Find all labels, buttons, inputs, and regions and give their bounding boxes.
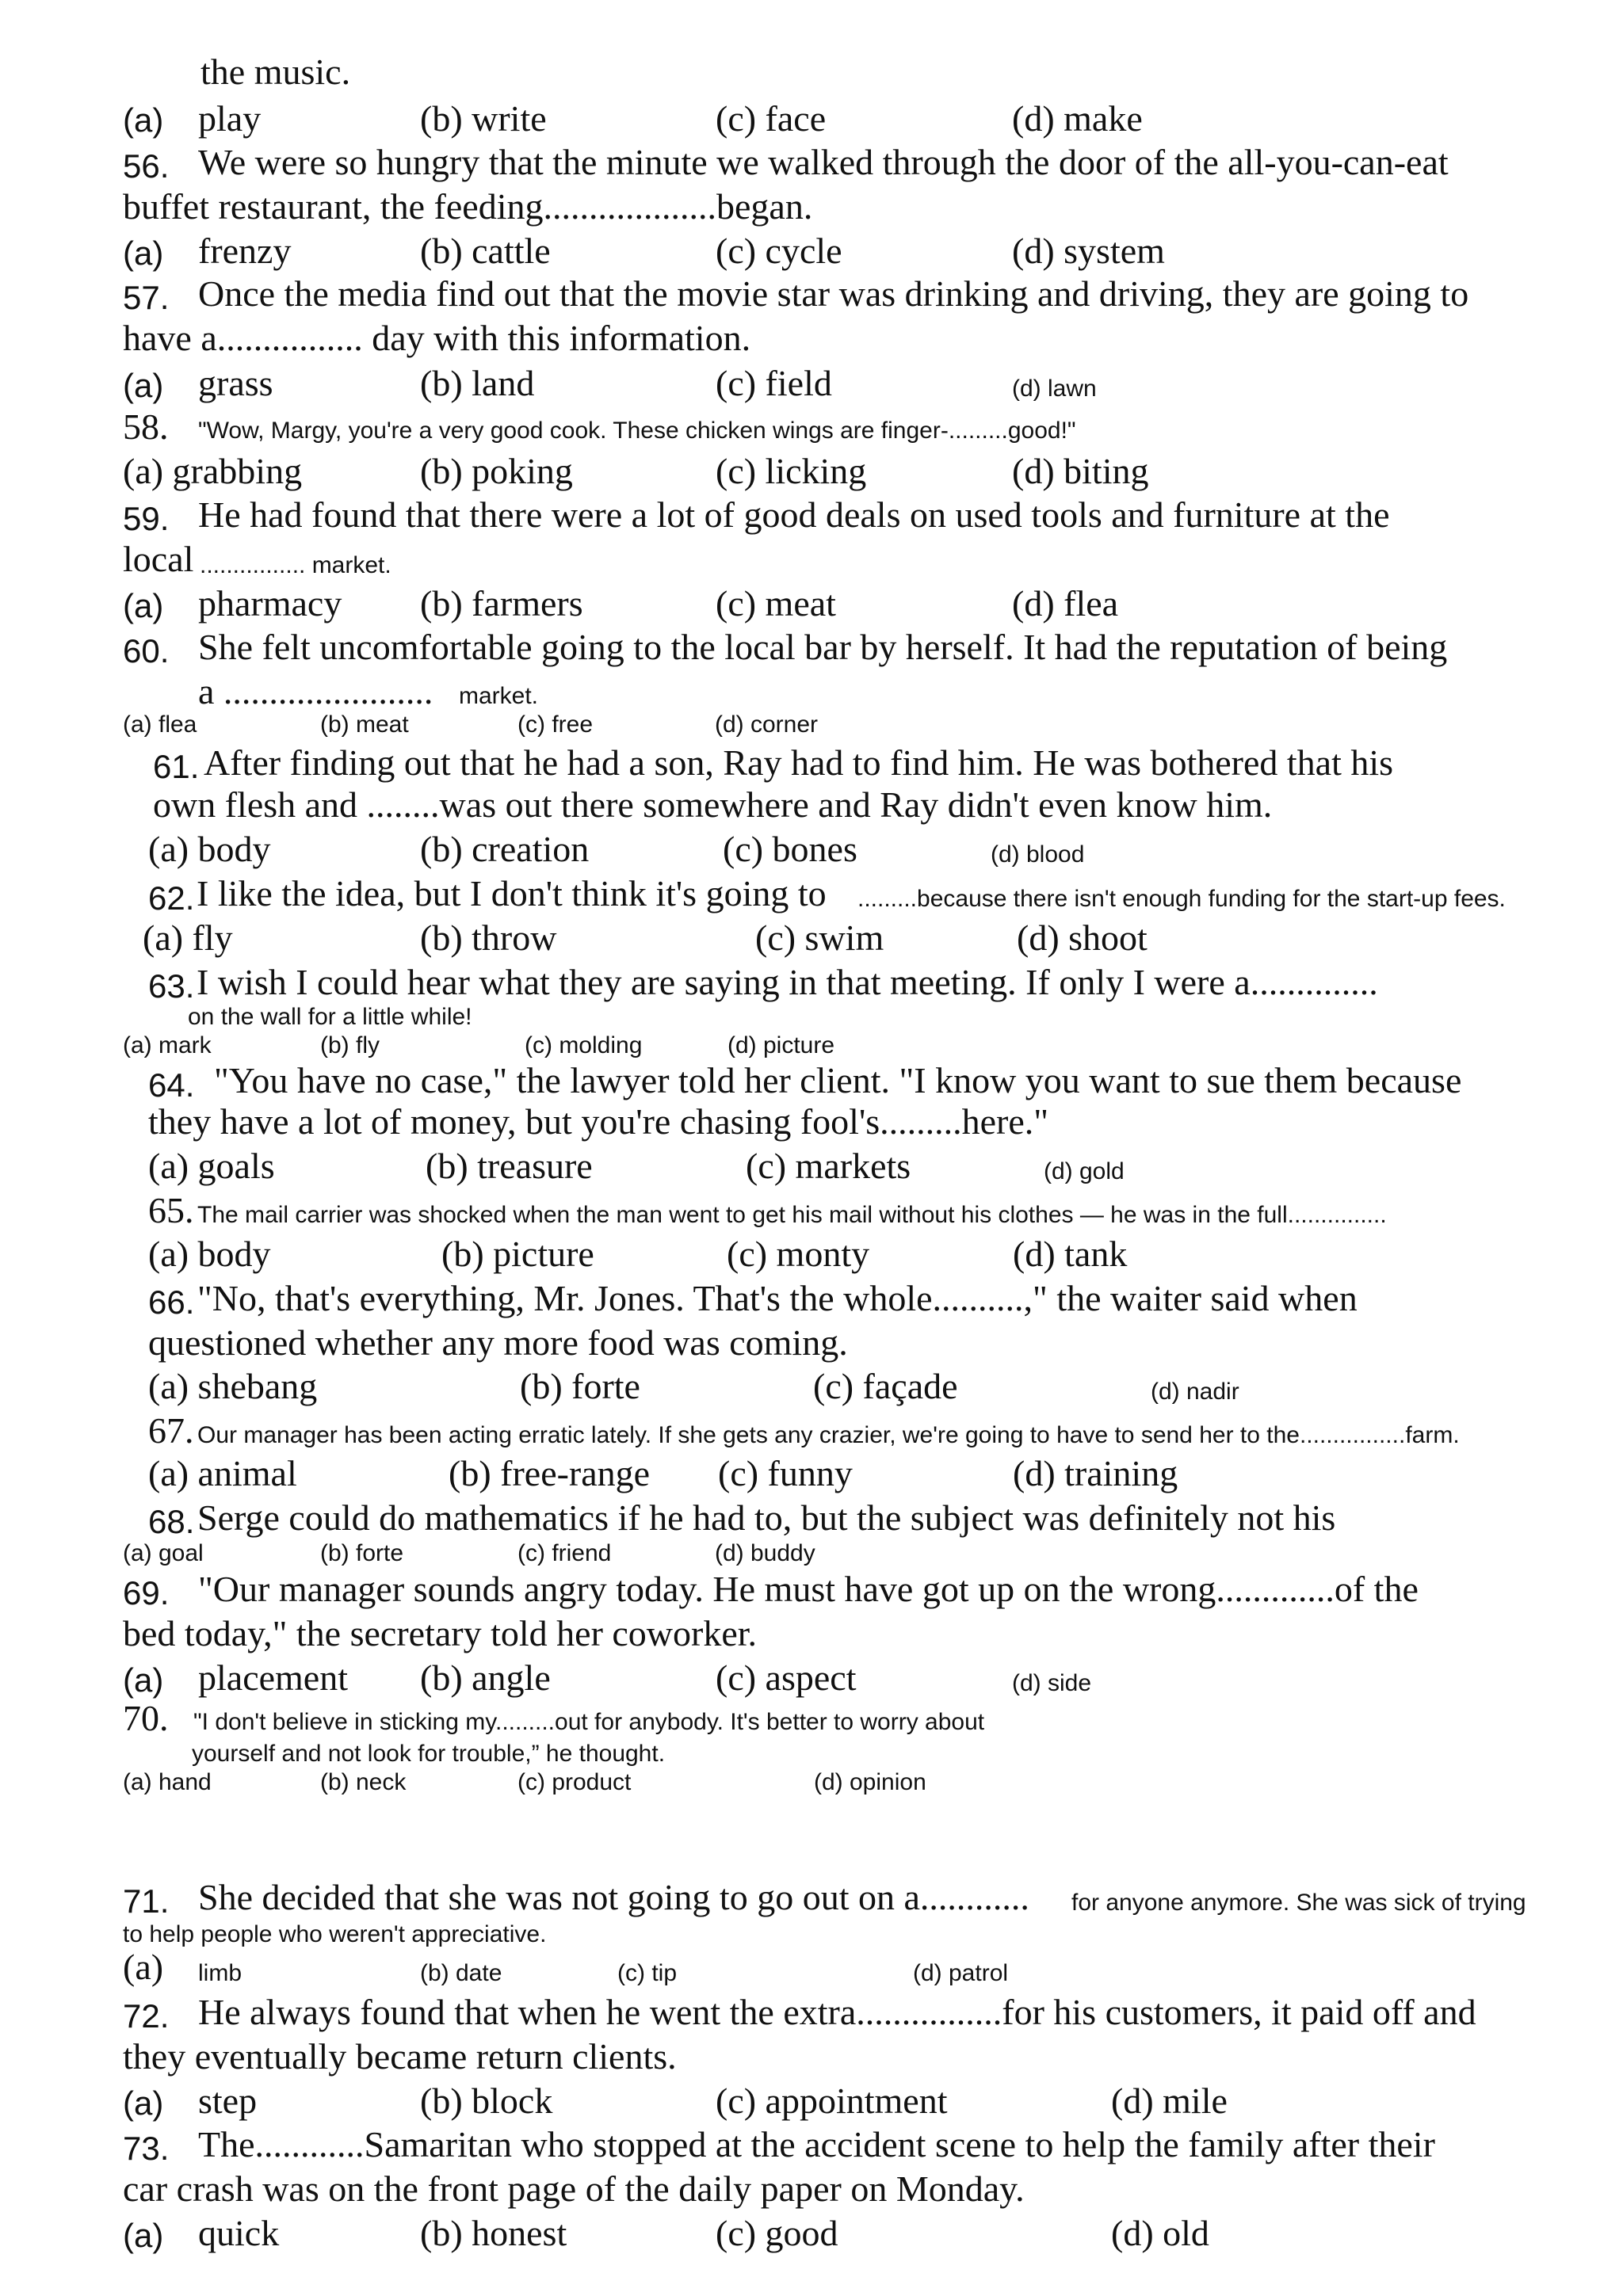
option-b: (b) free-range: [449, 1453, 651, 1493]
option-d: (d) biting: [1012, 451, 1149, 491]
option-a: (a) body: [148, 829, 271, 869]
question-text: yourself and not look for trouble,” he thought.: [192, 1741, 666, 1767]
option-b: (b) honest: [420, 2213, 567, 2253]
option-b: (b) date: [420, 1960, 502, 1986]
option-a-label: (a): [123, 1947, 164, 1987]
question-text: We were so hungry that the minute we walked through the door of the all-you-can-eat: [198, 142, 1449, 182]
option-d: (d) buddy: [715, 1540, 815, 1566]
option-a: frenzy: [198, 231, 292, 271]
question-text: local: [123, 539, 194, 579]
option-a: (a) fly: [143, 917, 233, 958]
option-b: (b) poking: [420, 451, 573, 491]
question-text: He always found that when he went the extra................for his customers, it paid off and: [198, 1992, 1476, 2032]
question-text: After finding out that he had a son, Ray had to find him. He was bothered that his: [204, 742, 1394, 783]
option-c: (c) free: [517, 711, 594, 738]
option-c: (c) molding: [525, 1032, 643, 1058]
question-text: market.: [459, 683, 539, 709]
option-b: (b) write: [420, 98, 547, 139]
question-text: She felt uncomfortable going to the local bar by herself. It had the reputation of being: [198, 627, 1448, 667]
question-text: "Wow, Margy, you're a very good cook. These chicken wings are finger-.........good!": [198, 418, 1076, 444]
option-c: (c) façade: [813, 1366, 958, 1406]
question-text: "I don't believe in sticking my.........out for anybody. It's better to worry about: [193, 1709, 985, 1735]
option-d: (d) lawn: [1012, 376, 1097, 402]
question-text: Our manager has been acting erratic lately. If she gets any crazier, we're going to have to send her to the................farm.: [197, 1422, 1460, 1448]
question-text: He had found that there were a lot of good deals on used tools and furniture at the: [198, 494, 1390, 535]
question-number: 61.: [153, 748, 200, 785]
question-text: car crash was on the front page of the daily paper on Monday.: [123, 2168, 1025, 2209]
option-d: (d) opinion: [814, 1769, 926, 1795]
question-number: 65.: [148, 1190, 194, 1230]
question-number: 64.: [148, 1066, 195, 1104]
option-c: (c) swim: [755, 917, 884, 958]
option-a: play: [198, 98, 262, 139]
question-number: 73.: [123, 2130, 170, 2167]
question-text: buffet restaurant, the feeding...................began.: [123, 186, 813, 227]
question-text: I like the idea, but I don't think it's going to: [197, 873, 827, 913]
question-text: The mail carrier was shocked when the man went to get his mail without his clothes — he was in the full...............: [197, 1202, 1387, 1228]
question-text: She decided that she was not going to go out on a............: [198, 1877, 1029, 1917]
question-text: a .......................: [198, 671, 433, 711]
option-c: (c) aspect: [716, 1657, 857, 1698]
option-a-label: (a): [123, 1661, 164, 1699]
question-text: own flesh and ........was out there somewhere and Ray didn't even know him.: [153, 784, 1273, 825]
option-b: (b) cattle: [420, 231, 551, 271]
option-b: (b) picture: [441, 1234, 594, 1274]
option-b: (b) fly: [320, 1032, 380, 1058]
question-text: ................ market.: [200, 552, 391, 578]
option-b: (b) meat: [320, 711, 409, 738]
question-number: 60.: [123, 632, 170, 669]
option-a-label: (a): [123, 367, 164, 404]
question-text: they have a lot of money, but you're chasing fool's.........here.": [148, 1101, 1049, 1142]
option-c: (c) cycle: [716, 231, 842, 271]
option-a: pharmacy: [198, 583, 342, 624]
option-b: (b) angle: [420, 1657, 551, 1698]
option-d: (d) old: [1111, 2213, 1209, 2253]
question-number: 62.: [148, 879, 195, 917]
question-text: Once the media find out that the movie star was drinking and driving, they are going to: [198, 273, 1469, 314]
option-d: (d) corner: [715, 711, 819, 738]
option-a: (a) grabbing: [123, 451, 303, 491]
option-c: (c) field: [716, 363, 832, 403]
option-d: (d) nadir: [1151, 1379, 1239, 1405]
question-text: bed today," the secretary told her coworker.: [123, 1613, 758, 1653]
question-number: 66.: [148, 1283, 195, 1321]
question-text: The............Samaritan who stopped at the accident scene to help the family after their: [198, 2124, 1435, 2164]
question-number: 59.: [123, 500, 170, 537]
question-text: on the wall for a little while!: [188, 1004, 472, 1030]
option-c: (c) appointment: [716, 2081, 948, 2121]
option-b: (b) treasure: [426, 1146, 593, 1186]
option-b: (b) creation: [420, 829, 590, 869]
question-text: .........because there isn't enough funding for the start-up fees.: [857, 886, 1506, 912]
option-d: (d) shoot: [1017, 917, 1148, 958]
question-number: 69.: [123, 1574, 170, 1611]
option-c: (c) bones: [723, 829, 857, 869]
question-text: have a................ day with this information.: [123, 318, 751, 358]
option-a: grass: [198, 363, 273, 403]
option-c: (c) markets: [746, 1146, 911, 1186]
question-text: "No, that's everything, Mr. Jones. That's the whole..........," the waiter said when: [197, 1278, 1358, 1318]
option-a: quick: [198, 2213, 280, 2253]
question-number: 58.: [123, 406, 169, 447]
question-number: 72.: [123, 1997, 170, 2035]
option-a: placement: [198, 1657, 349, 1698]
question-number: 71.: [123, 1882, 170, 1920]
option-c: (c) licking: [716, 451, 867, 491]
question-number: 57.: [123, 279, 170, 316]
option-d: (d) training: [1013, 1453, 1178, 1493]
option-a-label: (a): [123, 2217, 164, 2254]
question-number: 67.: [148, 1410, 194, 1451]
question-text: "You have no case," the lawyer told her client. "I know you want to sue them because: [214, 1060, 1462, 1100]
option-a: (a) flea: [123, 711, 197, 738]
question-text: questioned whether any more food was coming.: [148, 1322, 848, 1363]
question-text: Serge could do mathematics if he had to, but the subject was definitely not his: [197, 1497, 1336, 1538]
option-d: (d) make: [1012, 98, 1143, 139]
option-d: (d) blood: [991, 841, 1085, 868]
question-number: 68.: [148, 1503, 195, 1540]
option-a-label: (a): [123, 101, 164, 139]
option-c: (c) product: [517, 1769, 632, 1795]
option-a: limb: [198, 1960, 242, 1986]
option-b: (b) land: [420, 363, 535, 403]
option-a-label: (a): [123, 235, 164, 272]
option-c: (c) tip: [617, 1960, 677, 1986]
option-b: (b) farmers: [420, 583, 583, 624]
option-a: (a) shebang: [148, 1366, 318, 1406]
option-a: step: [198, 2081, 258, 2121]
option-a: (a) animal: [148, 1453, 297, 1493]
option-a: (a) body: [148, 1234, 271, 1274]
option-c: (c) funny: [718, 1453, 853, 1493]
q55-continuation: the music.: [200, 51, 351, 92]
question-text: they eventually became return clients.: [123, 2036, 677, 2077]
option-c: (c) face: [716, 98, 827, 139]
option-a: (a) hand: [123, 1769, 212, 1795]
question-number: 56.: [123, 147, 170, 185]
option-d: (d) flea: [1012, 583, 1119, 624]
option-c: (c) meat: [716, 583, 836, 624]
option-a: (a) goal: [123, 1540, 204, 1566]
option-d: (d) mile: [1111, 2081, 1228, 2121]
option-d: (d) gold: [1044, 1158, 1125, 1184]
option-c: (c) good: [716, 2213, 838, 2253]
option-a: (a) mark: [123, 1032, 212, 1058]
option-d: (d) tank: [1013, 1234, 1128, 1274]
question-text: to help people who weren't appreciative.: [123, 1921, 547, 1947]
question-number: 63.: [148, 967, 195, 1005]
option-d: (d) system: [1012, 231, 1165, 271]
question-text: "Our manager sounds angry today. He must have got up on the wrong.............of the: [198, 1569, 1419, 1609]
option-c: (c) monty: [727, 1234, 870, 1274]
question-text: I wish I could hear what they are saying in that meeting. If only I were a..............: [197, 962, 1378, 1002]
option-d: (d) picture: [727, 1032, 835, 1058]
option-b: (b) neck: [320, 1769, 407, 1795]
option-b: (b) forte: [520, 1366, 640, 1406]
option-c: (c) friend: [517, 1540, 612, 1566]
option-b: (b) throw: [420, 917, 557, 958]
option-a-label: (a): [123, 2084, 164, 2122]
option-a: (a) goals: [148, 1146, 275, 1186]
option-d: (d) patrol: [913, 1960, 1009, 1986]
question-number: 70.: [123, 1698, 169, 1738]
option-b: (b) block: [420, 2081, 553, 2121]
option-b: (b) forte: [320, 1540, 404, 1566]
question-text: for anyone anymore. She was sick of trying: [1071, 1890, 1526, 1916]
option-d: (d) side: [1012, 1670, 1092, 1696]
option-a-label: (a): [123, 587, 164, 624]
